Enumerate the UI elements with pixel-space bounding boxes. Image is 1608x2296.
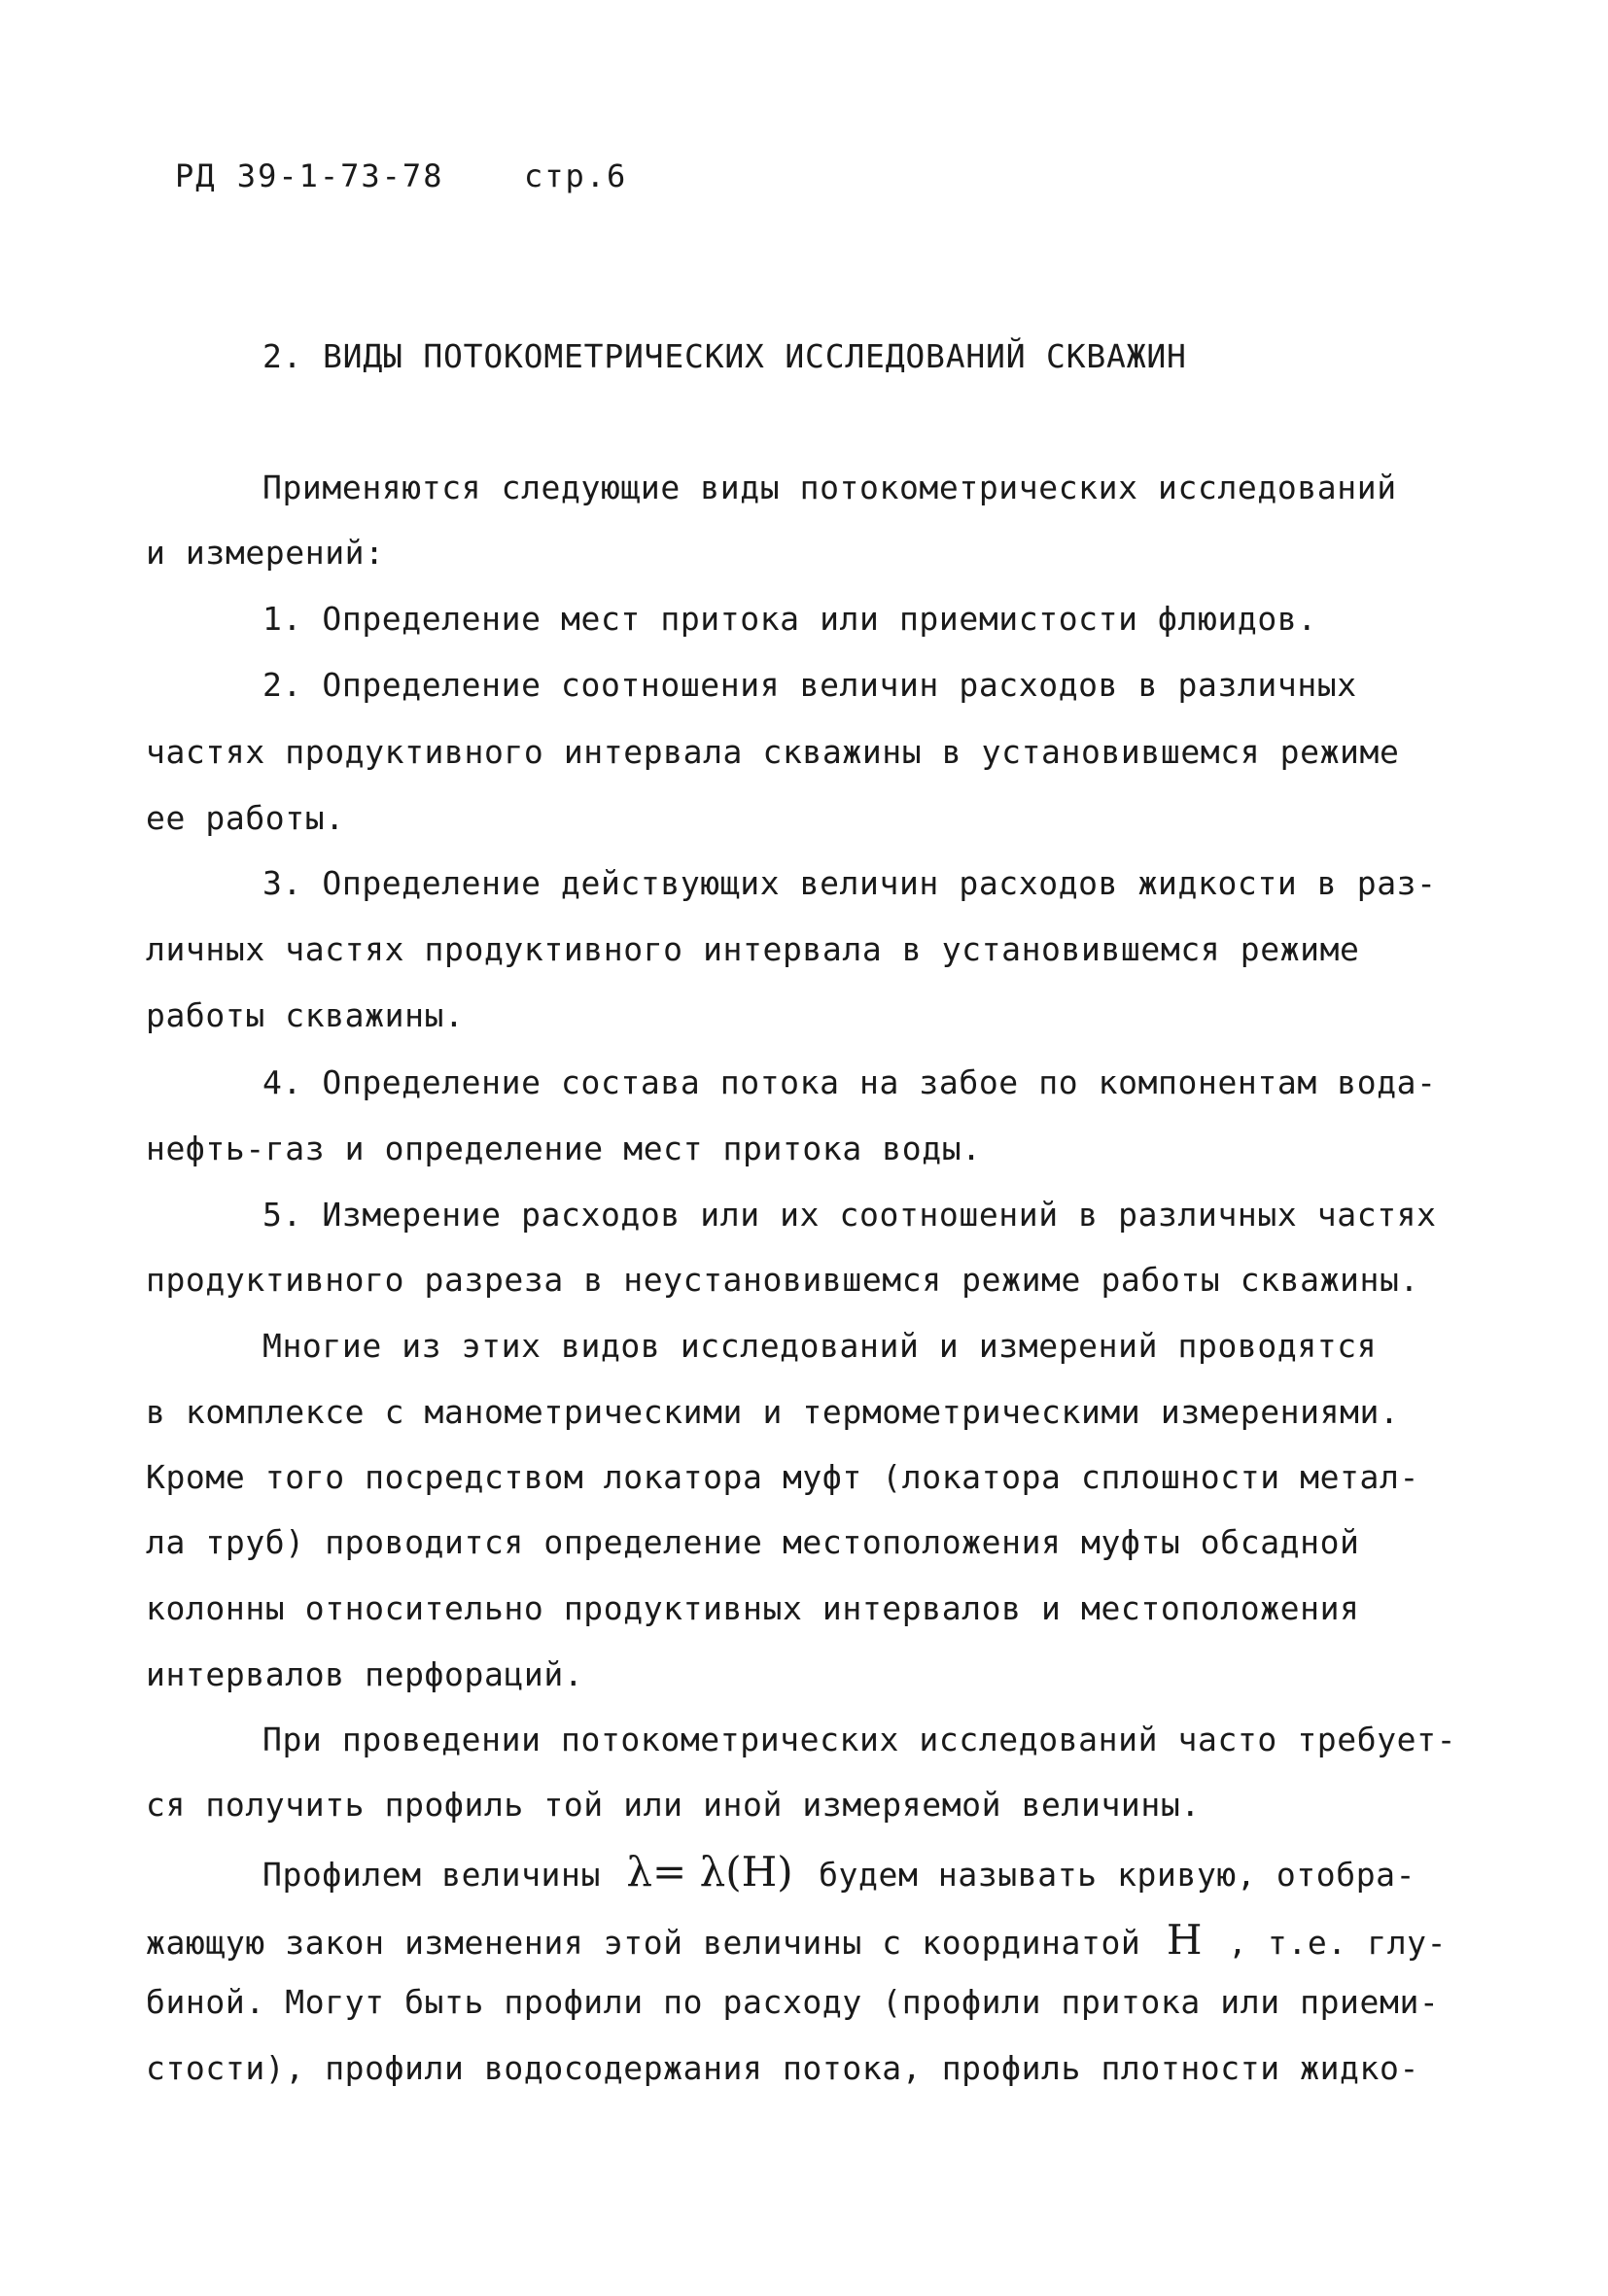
formula-lambda: λ= λ(H) bbox=[626, 1848, 793, 1896]
list-item-1: 1. Определение мест притока или приемистости флюидов. bbox=[262, 600, 1317, 638]
paragraph-line: стости), профили водосодержания потока, профиль плотности жидко- bbox=[146, 2049, 1419, 2087]
list-item-5: 5. Измерение расходов или их соотношений в различных частях bbox=[262, 1196, 1437, 1234]
document-code: РД 39-1-73-78 bbox=[175, 157, 444, 194]
list-item-4: 4. Определение состава потока на забое по компонентам вода- bbox=[262, 1063, 1437, 1101]
paragraph-line: ее работы. bbox=[146, 799, 345, 837]
text-segment: жающую закон изменения этой величины с координатой bbox=[146, 1924, 1141, 1962]
paragraph-line-with-formula bbox=[262, 1848, 1416, 1896]
paragraph-line: работы скважины. bbox=[146, 996, 465, 1034]
paragraph-line: личных частях продуктивного интервала в установившемся режиме bbox=[146, 930, 1360, 968]
section-title: 2. ВИДЫ ПОТОКОМЕТРИЧЕСКИХ ИССЛЕДОВАНИЙ СКВАЖИН bbox=[262, 337, 1187, 375]
paragraph-line: в комплексе с манометрическими и термометрическими измерениями. bbox=[146, 1393, 1400, 1431]
paragraph-line: ла труб) проводится определение местоположения муфты обсадной bbox=[146, 1523, 1360, 1561]
text-segment: Профилем величины bbox=[262, 1856, 601, 1894]
paragraph-line: интервалов перфораций. bbox=[146, 1655, 584, 1693]
list-item-2: 2. Определение соотношения величин расходов в различных bbox=[262, 666, 1357, 704]
list-item-3: 3. Определение действующих величин расходов жидкости в раз- bbox=[262, 864, 1437, 902]
paragraph-line: Многие из этих видов исследований и измерений проводятся bbox=[262, 1327, 1378, 1365]
paragraph-line: продуктивного разреза в неустановившемся режиме работы скважины. bbox=[146, 1261, 1419, 1299]
page-header bbox=[175, 157, 628, 194]
paragraph-line: ся получить профиль той или иной измеряемой величины. bbox=[146, 1786, 1201, 1824]
page-number: стр.6 bbox=[523, 157, 628, 194]
text-segment: будем называть кривую, отобра- bbox=[819, 1856, 1416, 1894]
paragraph-line: При проведении потокометрических исследований часто требует- bbox=[262, 1721, 1457, 1758]
text-segment: , т.е. глу- bbox=[1227, 1924, 1448, 1962]
paragraph-line: Кроме того посредством локатора муфт (локатора сплошности метал- bbox=[146, 1458, 1419, 1496]
paragraph-line-with-symbol bbox=[146, 1916, 1448, 1964]
paragraph-line: нефть-газ и определение мест притока воды. bbox=[146, 1130, 982, 1167]
paragraph-line: Применяются следующие виды потокометрических исследований bbox=[262, 469, 1397, 506]
paragraph-line: частях продуктивного интервала скважины в установившемся режиме bbox=[146, 733, 1400, 771]
formula-h: H bbox=[1166, 1916, 1203, 1964]
paragraph-line: и измерений: bbox=[146, 534, 385, 572]
paragraph-line: колонны относительно продуктивных интервалов и местоположения bbox=[146, 1589, 1360, 1627]
paragraph-line: биной. Могут быть профили по расходу (профили притока или приеми- bbox=[146, 1983, 1440, 2021]
